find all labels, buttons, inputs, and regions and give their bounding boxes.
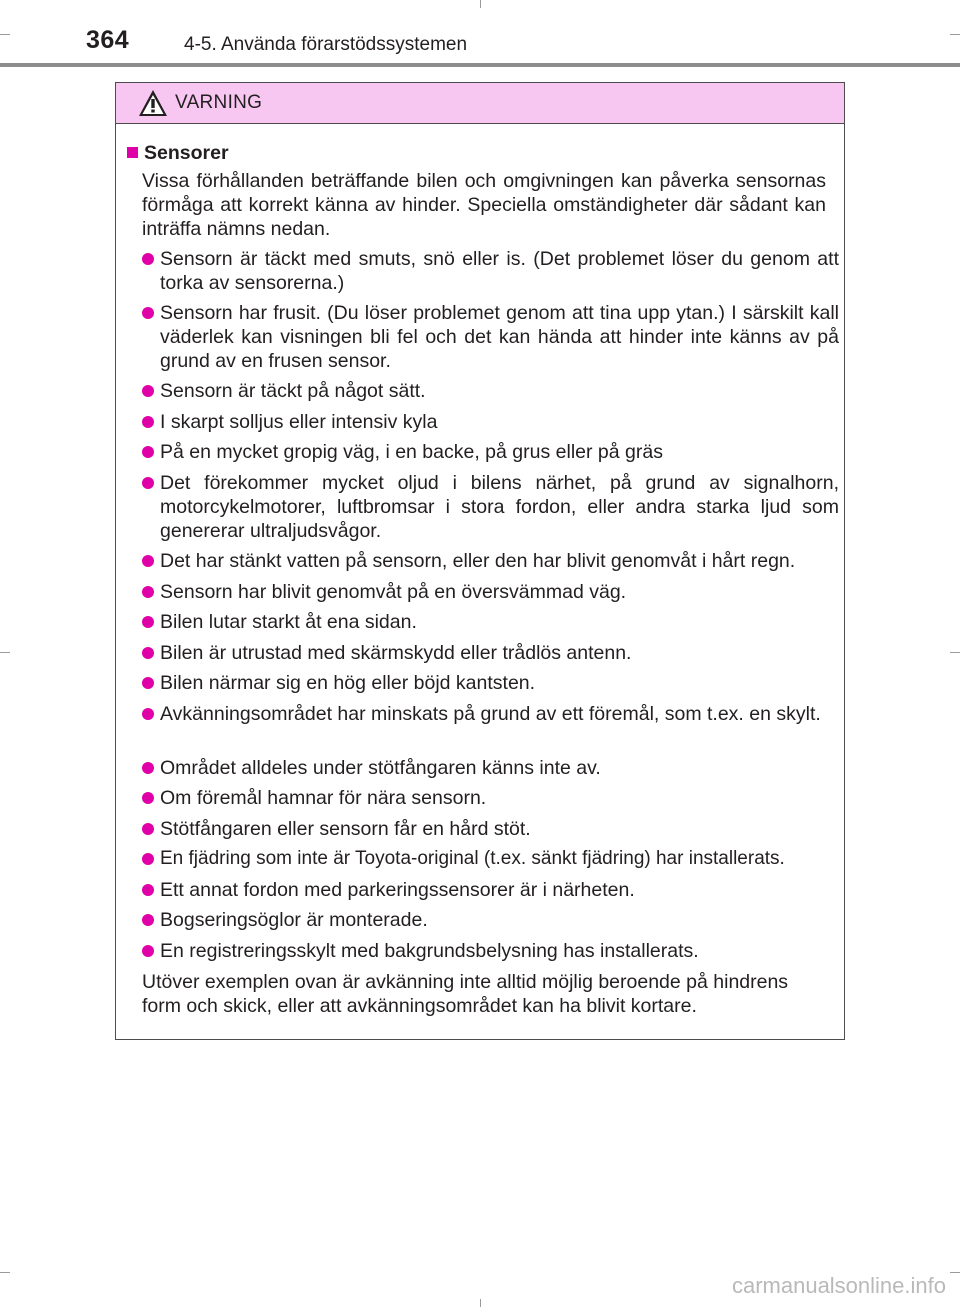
page-header: [0, 0, 960, 66]
list-item-text: Det har stänkt vatten på sensorn, eller den har blivit genomvåt i hårt regn.: [160, 550, 796, 572]
list-item-text: Bilen lutar starkt åt ena sidan.: [160, 611, 417, 633]
list-item: [142, 247, 839, 295]
list-item: [142, 702, 839, 726]
list-item-text: En registreringsskylt med bakgrundsbelysning has installerats.: [160, 940, 699, 962]
crop-mark: [950, 1272, 960, 1273]
list-item-text: Området alldeles under stötfångaren känns inte av.: [160, 757, 601, 779]
list-item: [142, 379, 839, 403]
bullet-dot-icon: [142, 823, 154, 835]
bullet-dot-icon: [142, 792, 154, 804]
square-bullet-icon: [127, 147, 138, 158]
bullet-dot-icon: [142, 416, 154, 428]
section-title: 4-5. Använda förarstödssystemen: [184, 34, 468, 55]
list-item: [142, 671, 839, 695]
list-item-text: Stötfångaren eller sensorn får en hård stöt.: [160, 818, 531, 840]
warning-body: [116, 124, 844, 1039]
watermark: carmanualsonline.info: [731, 1273, 946, 1298]
list-item-text: Bilen är utrustad med skärmskydd eller trådlös antenn.: [160, 642, 632, 664]
bullet-dot-icon: [142, 945, 154, 957]
bullet-dot-icon: [142, 616, 154, 628]
warning-header: [116, 83, 844, 124]
heading-text: Sensorer: [144, 142, 229, 164]
list-item: [142, 641, 839, 665]
bullet-dot-icon: [142, 708, 154, 720]
list-item: [142, 440, 839, 464]
bullet-dot-icon: [142, 884, 154, 896]
bullet-dot-icon: [142, 586, 154, 598]
list-item: [142, 580, 839, 604]
section-heading: [127, 141, 229, 165]
intro-paragraph: Vissa förhållanden beträffande bilen och omgivningen kan påverka sensornas förmåga att korrekt känna av hinder. Speciella omständigheter där sådant kan inträffa nämns nedan.: [142, 170, 826, 240]
list-item: [142, 301, 839, 373]
list-item: [142, 939, 839, 963]
warning-triangle-icon: [138, 89, 168, 117]
bullet-dot-icon: [142, 253, 154, 265]
bullet-dot-icon: [142, 677, 154, 689]
bullet-dot-icon: [142, 647, 154, 659]
list-item: [142, 549, 839, 573]
list-item: [142, 756, 839, 780]
list-item-text: Sensorn har frusit. (Du löser problemet genom att tina upp ytan.) I särskilt kall väderlek kan visningen bli fel och det kan hända att hinder inte känns av på grund av en frusen sensor.: [160, 302, 839, 372]
header-divider: [0, 63, 960, 67]
list-item-text: Ett annat fordon med parkeringssensorer är i närheten.: [160, 879, 635, 901]
list-item: [142, 847, 839, 871]
crop-mark: [0, 1272, 10, 1273]
crop-mark: [950, 652, 960, 653]
list-item: [142, 878, 839, 902]
list-item: [142, 610, 839, 634]
bullet-dot-icon: [142, 914, 154, 926]
closing-paragraph: Utöver exemplen ovan är avkänning inte alltid möjlig beroende på hindrens form och skick, eller att avkänningsområdet kan ha blivit kortare.: [142, 971, 789, 1017]
bullet-dot-icon: [142, 477, 154, 489]
list-item-text: I skarpt solljus eller intensiv kyla: [160, 411, 438, 433]
list-item: [142, 908, 839, 932]
list-item: [142, 471, 839, 543]
list-item-text: Sensorn har blivit genomvåt på en översvämmad väg.: [160, 581, 627, 603]
bullet-dot-icon: [142, 555, 154, 567]
list-item-text: En fjädring som inte är Toyota-original (t.ex. sänkt fjädring) har installerats.: [160, 848, 785, 869]
warning-label: VARNING: [175, 92, 263, 113]
list-item-text: Sensorn är täckt med smuts, snö eller is. (Det problemet löser du genom att torka av sensorerna.): [160, 248, 839, 294]
bullet-dot-icon: [142, 762, 154, 774]
bullet-dot-icon: [142, 385, 154, 397]
bullet-dot-icon: [142, 307, 154, 319]
crop-mark: [0, 652, 10, 653]
list-item: [142, 410, 839, 434]
list-item: [142, 786, 839, 810]
warning-box: [115, 82, 845, 1040]
list-item-text: Det förekommer mycket oljud i bilens närhet, på grund av signalhorn, motorcykelmotorer, luftbromsar i stora fordon, eller andra starka ljud som genererar ultraljudsvågor.: [160, 472, 839, 542]
list-item-text: Avkänningsområdet har minskats på grund av ett föremål, som t.ex. en skylt.: [160, 703, 821, 725]
bullet-dot-icon: [142, 446, 154, 458]
list-item-text: Sensorn är täckt på något sätt.: [160, 380, 426, 402]
list-item-text: Bogseringsöglor är monterade.: [160, 909, 428, 931]
list-item-text: Om föremål hamnar för nära sensorn.: [160, 787, 487, 809]
crop-mark: [480, 1299, 481, 1307]
bullet-dot-icon: [142, 853, 154, 865]
page-number: 364: [86, 26, 130, 54]
list-item-text: Bilen närmar sig en hög eller böjd kantsten.: [160, 672, 536, 694]
list-item: [142, 817, 839, 841]
list-item-text: På en mycket gropig väg, i en backe, på grus eller på gräs: [160, 441, 663, 463]
